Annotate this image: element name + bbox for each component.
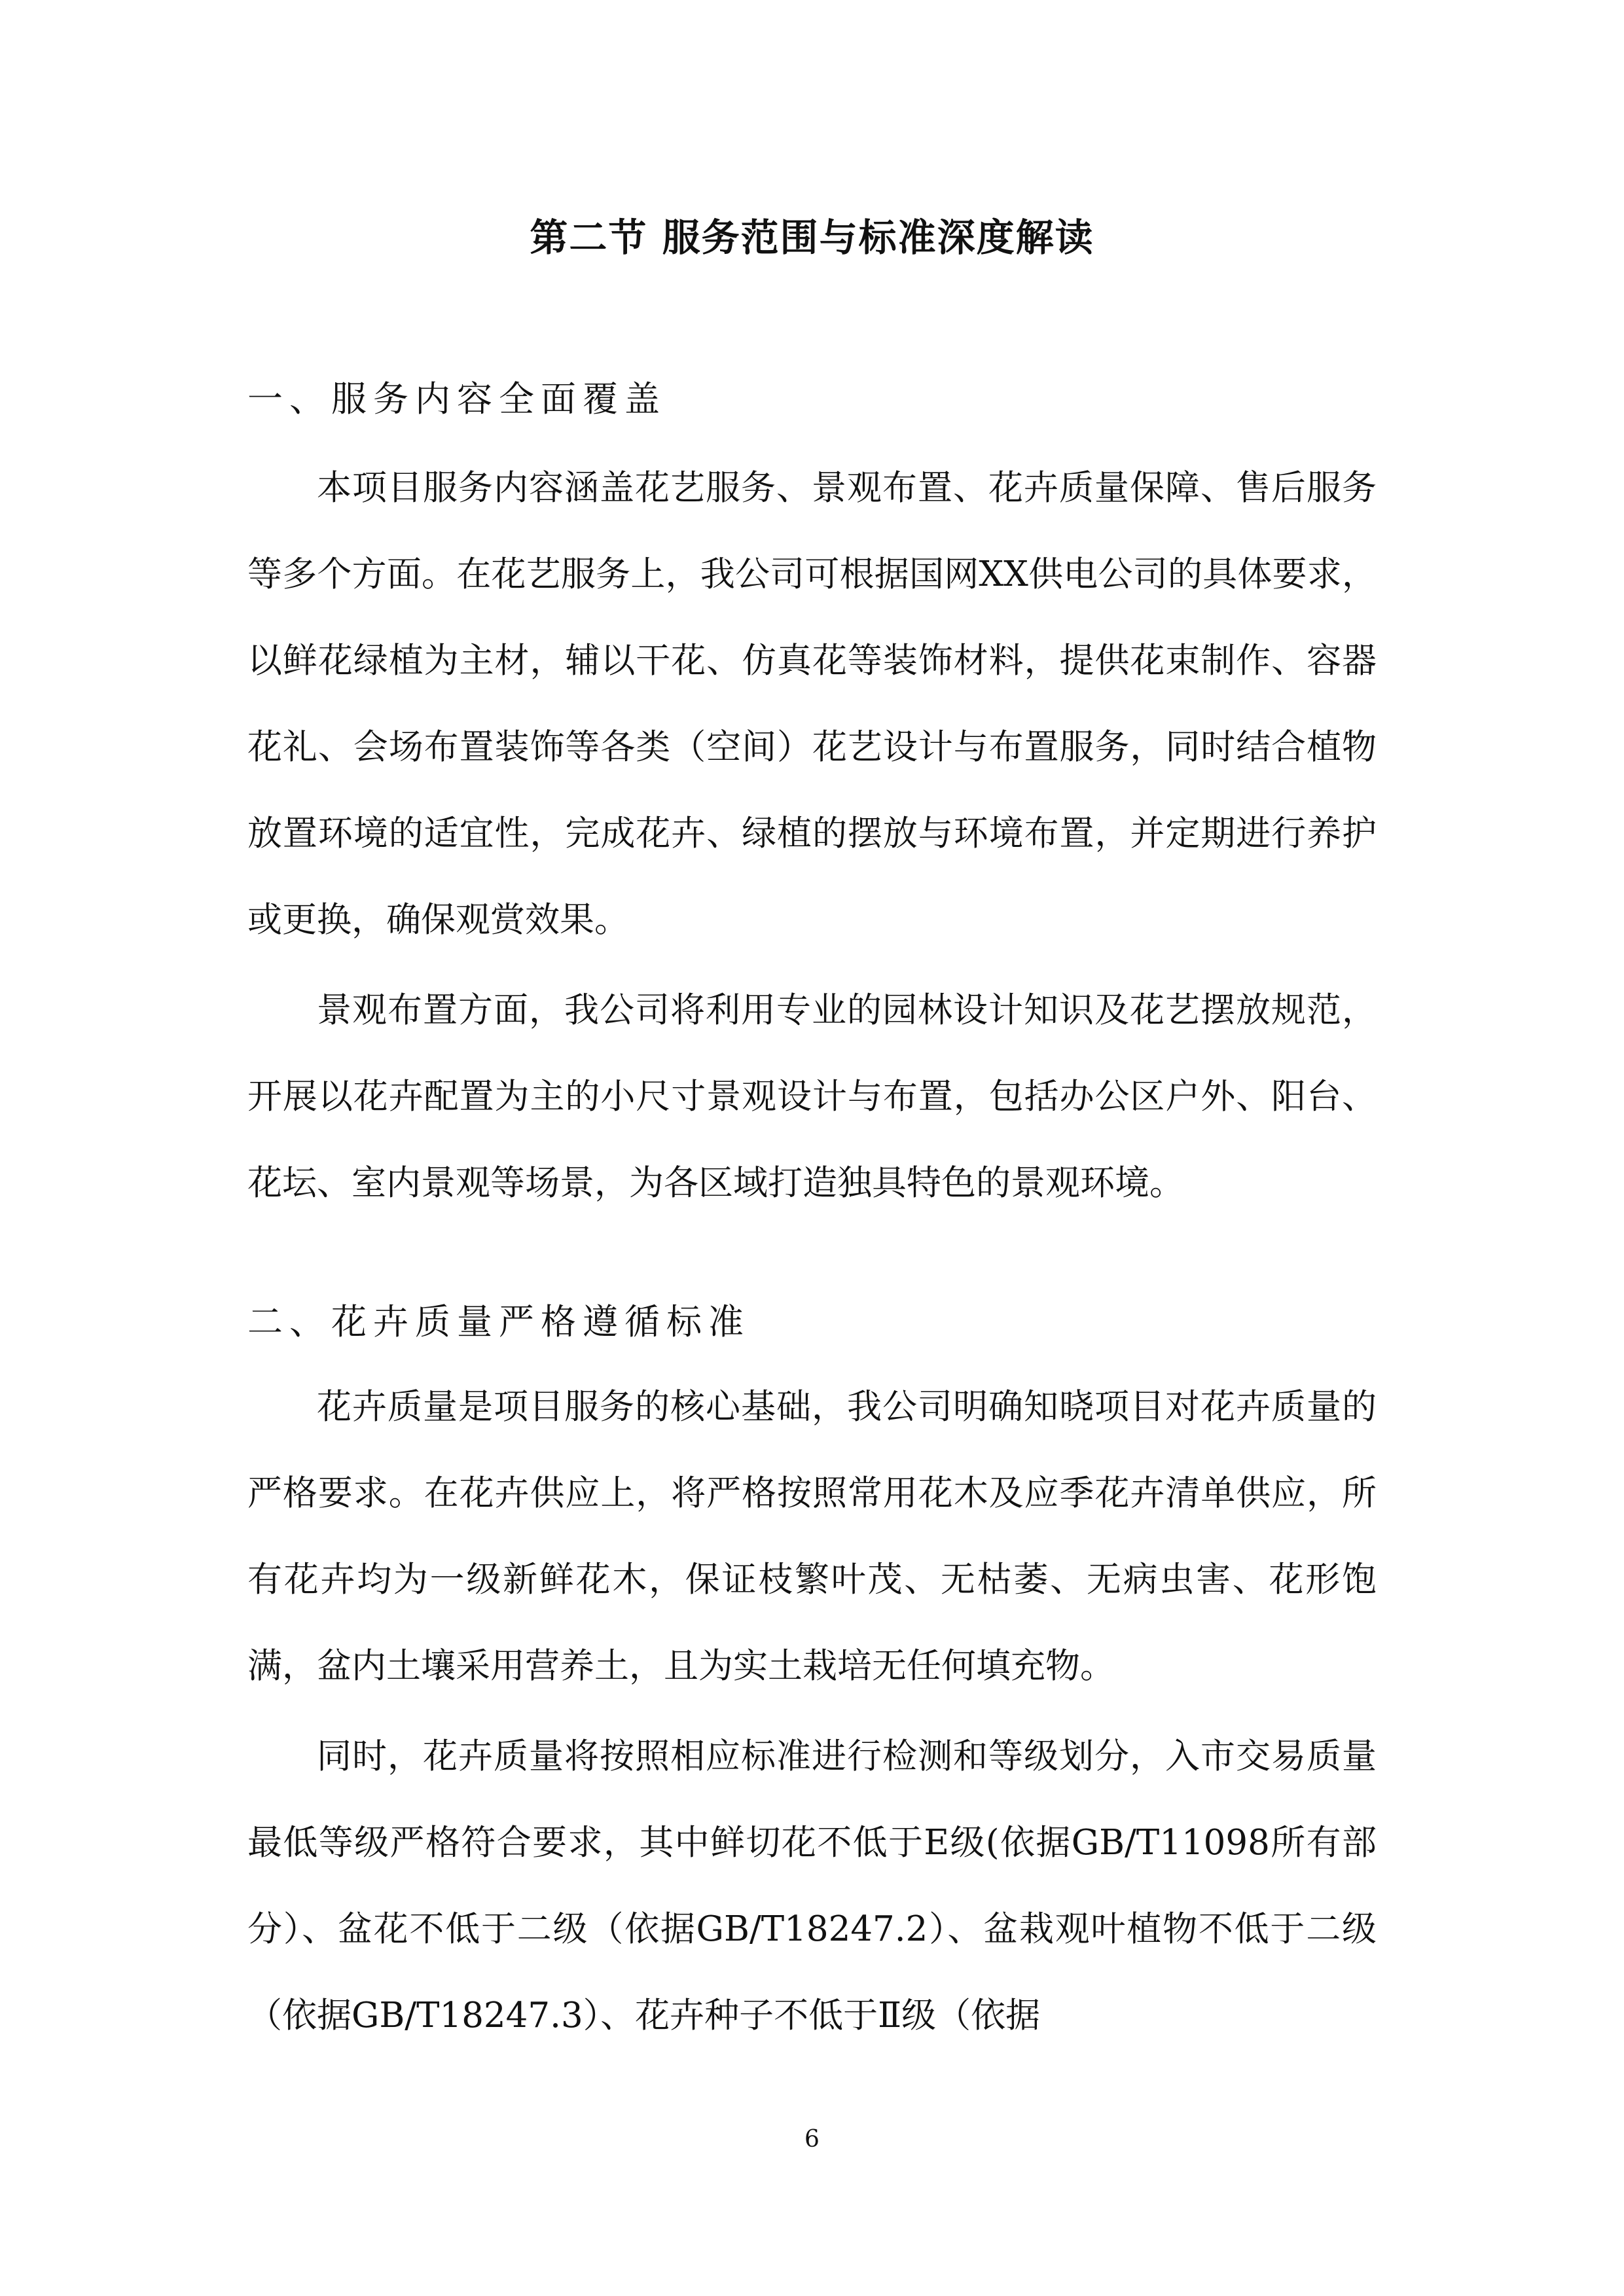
section-2-paragraph-2: 同时，花卉质量将按照相应标准进行检测和等级划分，入市交易质量最低等级严格符合要求，其中鲜切花不低于E级(依据GB/T11098所有部分）、盆花不低于二级（依据GB/T18247.2）、盆栽观叶植物不低于二级（依据GB/T18247.3）、花卉种子不低于Ⅱ级（依据 xyxy=(247,1736,1377,2036)
section-2-paragraph-1: 花卉质量是项目服务的核心基础，我公司明确知晓项目对花卉质量的严格要求。在花卉供应上，将严格按照常用花木及应季花卉清单供应，所有花卉均为一级新鲜花木，保证枝繁叶茂、无枯萎、无病虫害、花形饱满，盆内土壤采用营养土，且为实土栽培无任何填充物。 xyxy=(247,1387,1377,1686)
section-1-paragraph-1: 本项目服务内容涵盖花艺服务、景观布置、花卉质量保障、售后服务等多个方面。在花艺服务上，我公司可根据国网XX供电公司的具体要求，以鲜花绿植为主材，辅以干花、仿真花等装饰材料，提供花束制作、容器花礼、会场布置装饰等各类（空间）花艺设计与布置服务，同时结合植物放置环境的适宜性，完成花卉、绿植的摆放与环境布置，并定期进行养护或更换，确保观赏效果。 xyxy=(247,468,1377,940)
section-heading-2: 二、花卉质量严格遵循标准 xyxy=(247,1301,750,1342)
document-body xyxy=(247,367,1377,2059)
section-heading-1: 一、服务内容全面覆盖 xyxy=(247,378,666,420)
page-number: 6 xyxy=(804,2126,820,2153)
section-1-paragraph-2: 景观布置方面，我公司将利用专业的园林设计知识及花艺摆放规范，开展以花卉配置为主的小尺寸景观设计与布置，包括办公区户外、阳台、花坛、室内景观等场景，为各区域打造独具特色的景观环境。 xyxy=(247,990,1377,1203)
page-title: 第二节 服务范围与标准深度解读 xyxy=(530,215,1094,260)
